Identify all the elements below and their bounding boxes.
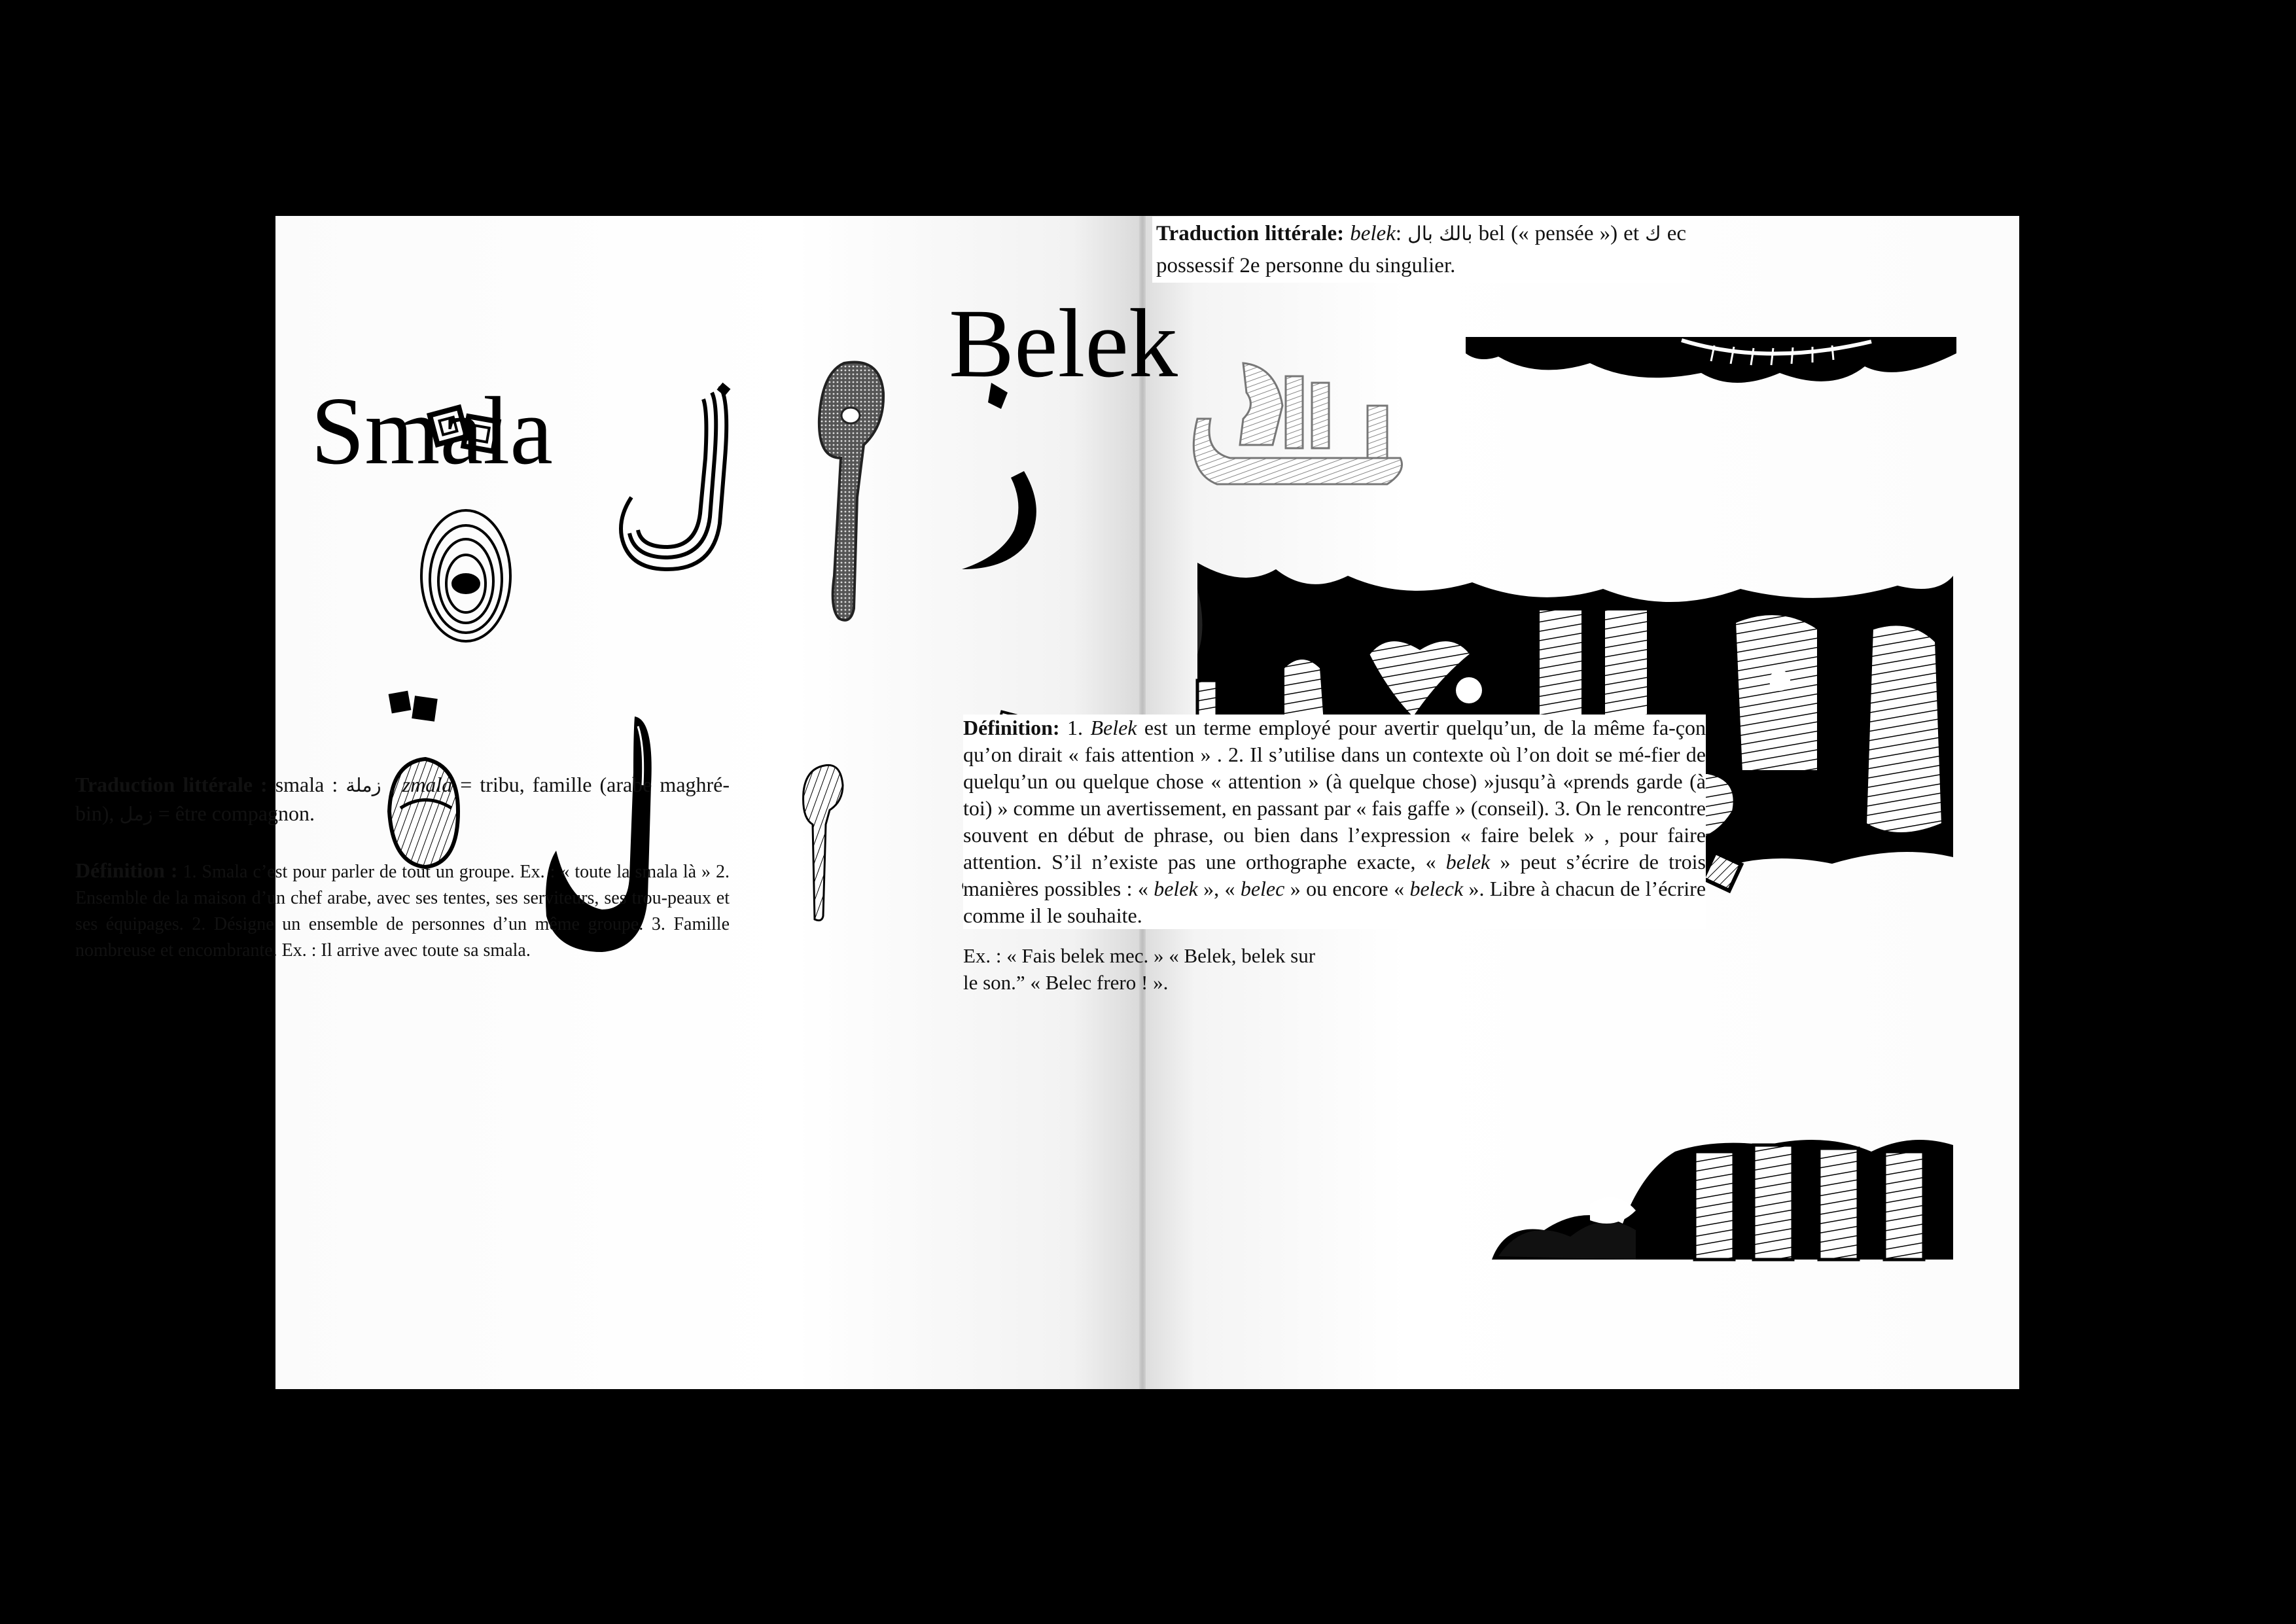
belek-definition-text: est un terme employé pour avertir quelqu’un, de la même fa-çon qu’on dirait « fais attention » . 2. Il s’utilise dans un contexte où l’on doit se mé-fier de quelqu’un ou quelque chose « attention » (à quelque chose) »jusqu’à «prends garde (à toi) » comme un avertissement, en passant par « fais gaffe » (conseil). 3. On le rencontre souvent en début de phrase, ou bien dans l’expression « faire belek » , pour faire attention. S’il n’existe pas une orthographe exacte, «: [963, 716, 1706, 874]
belek-example: Ex. : « Fais belek mec. » « Belek, belek sur le son.” « Belec frero ! ».: [963, 944, 1316, 994]
belek-definition-text: ». Libre à chacun de l’écrire comme il le souhaite.: [963, 877, 1706, 927]
smala-translit: zmala: [402, 773, 453, 796]
smala-translation-label: Traduction littérale :: [75, 773, 268, 796]
belek-small-calligraphy: [1193, 363, 1402, 484]
smala-definition: [75, 857, 730, 964]
belek-definition-italic: belek: [1445, 850, 1491, 874]
belek-translation-text: :: [1395, 222, 1408, 245]
smala-translation-text: = être compagnon.: [152, 802, 315, 825]
belek-arabic-root: بال: [1407, 222, 1434, 245]
smala-definition-text: 1. Smala c’est pour parler de tout un groupe. Ex. : « toute la smala là » 2. Ensemble de la maison d’un chef arabe, avec ses tentes, ses serviteurs, ses trou-peaux et ses équipages. 2. Désigne un ensemble de personnes d’un même groupe. 3. Famille nombreuse et encombrante. Ex. : Il arrive avec toute sa smala.: [75, 862, 730, 961]
belek-translation-text: [1344, 222, 1350, 245]
belek-definition-text: », «: [1197, 877, 1241, 900]
belek-definition-text: 1.: [1059, 716, 1091, 739]
belek-top-brush: [1466, 337, 1956, 383]
mim-textured-drawing: [819, 362, 883, 620]
belek-definition: [963, 715, 1706, 929]
belek-bottom-brush: [1492, 1140, 1953, 1260]
belek-translation-label: Traduction littérale:: [1156, 222, 1345, 245]
belek-definition-italic: belec: [1240, 877, 1285, 900]
smala-translation-text: smala :: [275, 773, 346, 796]
zay-solid-drawing: [962, 383, 1036, 569]
belek-arabic-suffix: ك: [1645, 222, 1661, 245]
belek-translit: belek: [1350, 222, 1396, 245]
belek-translation-text: bel (« pensée ») et: [1472, 222, 1646, 245]
belek-arabic-word: بالك: [1439, 222, 1473, 245]
smala-definition-label: Définition :: [75, 858, 178, 882]
ta-marbuta-drawing: [421, 510, 510, 641]
lam-outline-drawing: [621, 386, 728, 569]
belek-definition-italic: belek: [1154, 877, 1198, 900]
belek-translation: [1152, 217, 1690, 283]
belek-definition-label: Définition:: [963, 716, 1060, 739]
mim-hatched-drawing: [804, 765, 843, 920]
smala-title: Smala: [311, 378, 553, 485]
smala-translation: [75, 771, 730, 828]
smala-translation-text: = tribu, famille (arabe maghré-bin),: [75, 773, 730, 825]
belek-definition-italic: Belek: [1090, 716, 1137, 739]
smala-translation-text: ,: [381, 773, 402, 796]
belek-definition-text: » ou encore «: [1284, 877, 1410, 900]
belek-definition-text: » peut s’écrire de trois manières possibles : «: [963, 850, 1706, 900]
belek-title: Belek: [949, 289, 1178, 398]
belek-translation-text: ec possessif 2e personne du singulier.: [1156, 222, 1687, 277]
smala-arabic-root: زمل: [119, 803, 153, 825]
belek-translation-text: [1433, 222, 1439, 245]
belek-definition-italic: beleck: [1409, 877, 1464, 900]
smala-arabic-word: زملة: [345, 774, 381, 796]
